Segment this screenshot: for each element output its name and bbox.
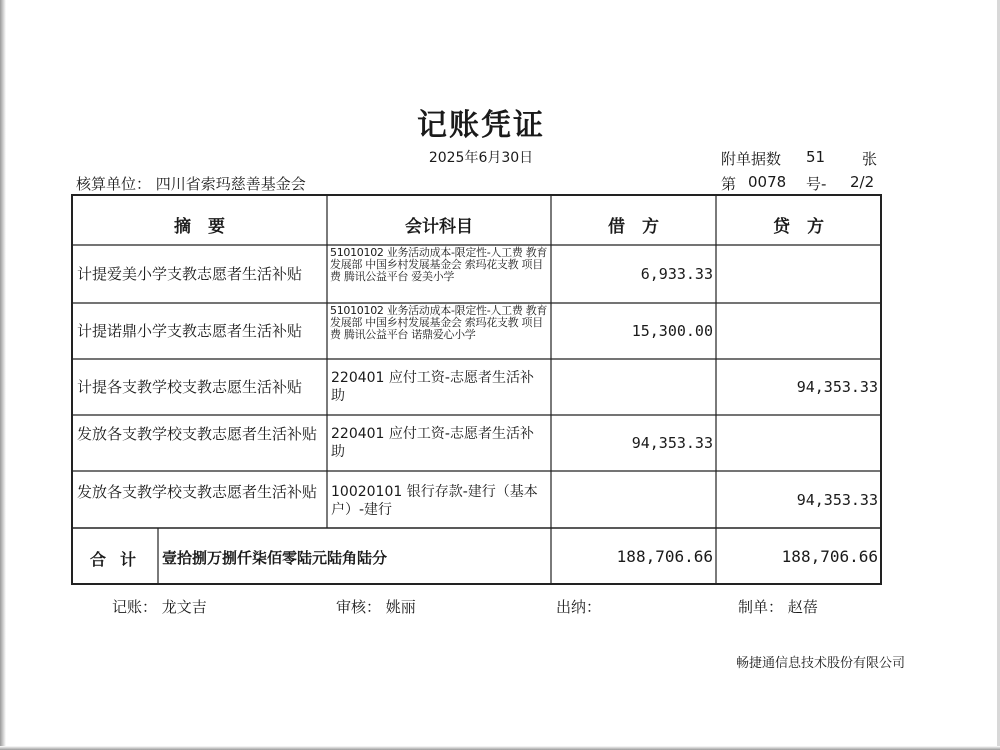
software-company: 畅捷通信息技术股份有限公司 [736, 656, 906, 671]
preparer-signature [738, 596, 818, 617]
page-indicator: 2/2 [850, 173, 875, 191]
unit-label: 核算单位： [76, 175, 152, 193]
bookkeeper-signature [112, 596, 207, 617]
row-5-account: 10020101 银行存款-建行（基本户）-建行 [331, 484, 538, 518]
row-1-account: 51010102 业务活动成本-限定性-人工费 教育发展部 中国乡村发展基金会 索玛花支教 项目费 腾讯公益平台 爱美小学 [330, 246, 548, 283]
voucher-number: 0078 [748, 173, 787, 191]
row-3-summary: 计提各支教学校支教志愿生活补贴 [77, 378, 303, 396]
header-debit: 借 方 [608, 217, 659, 237]
unit-name: 四川省索玛慈善基金会 [155, 175, 306, 193]
total-credit: 188,706.66 [781, 547, 878, 566]
attachments-unit: 张 [862, 150, 878, 168]
header-account: 会计科目 [405, 217, 473, 237]
row-2-account: 51010102 业务活动成本-限定性-人工费 教育发展部 中国乡村发展基金会 索玛花支教 项目费 腾讯公益平台 诺鼎爱心小学 [330, 304, 548, 341]
cashier-label: 出纳： [556, 598, 602, 616]
voucher-date: 2025年6月30日 [428, 150, 534, 166]
total-debit: 188,706.66 [616, 547, 713, 566]
row-4-summary: 发放各支教学校支教志愿者生活补贴 [77, 425, 318, 443]
row-2-summary: 计提诺鼎小学支教志愿者生活补贴 [77, 322, 303, 340]
reviewer-label: 审核： [336, 598, 382, 616]
bookkeeper-label: 记账： [112, 598, 158, 616]
row-5-credit: 94,353.33 [796, 491, 878, 509]
bookkeeper-name: 龙文吉 [161, 598, 207, 616]
row-3-account: 220401 应付工资-志愿者生活补助 [331, 370, 534, 404]
attachments-label: 附单据数 [721, 150, 782, 168]
total-label: 合计 [90, 550, 151, 569]
number-suffix: 号- [806, 175, 827, 193]
header-credit: 贷 方 [773, 217, 824, 237]
reviewer-signature [336, 596, 416, 617]
row-4-account: 220401 应付工资-志愿者生活补助 [331, 426, 534, 460]
voucher-title: 记账凭证 [417, 108, 545, 143]
cashier-signature [556, 596, 601, 617]
total-amount-words: 壹拾捌万捌仟柒佰零陆元陆角陆分 [162, 549, 388, 567]
row-3-credit: 94,353.33 [796, 378, 878, 396]
attachments-count: 51 [806, 148, 826, 166]
reviewer-name: 姚丽 [385, 598, 416, 616]
number-prefix: 第 [721, 175, 737, 193]
row-4-debit: 94,353.33 [631, 434, 713, 452]
header-summary: 摘 要 [174, 217, 225, 237]
preparer-name: 赵蓓 [787, 598, 818, 616]
row-1-debit: 6,933.33 [640, 265, 713, 283]
preparer-label: 制单： [738, 598, 784, 616]
row-2-debit: 15,300.00 [631, 322, 713, 340]
row-5-summary: 发放各支教学校支教志愿者生活补贴 [77, 483, 318, 501]
row-1-summary: 计提爱美小学支教志愿者生活补贴 [77, 265, 303, 283]
